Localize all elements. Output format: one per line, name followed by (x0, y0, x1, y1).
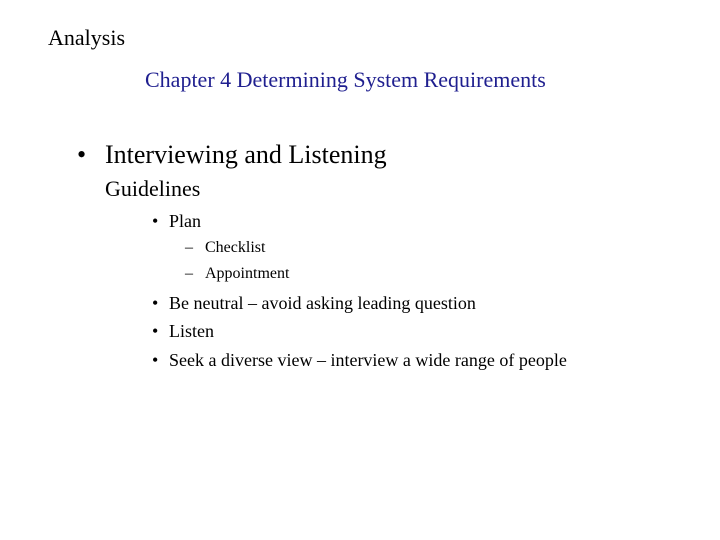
subheading: Guidelines (105, 176, 201, 201)
list-item-neutral (152, 292, 476, 314)
dash-icon: – (185, 239, 193, 256)
section-label: Analysis (48, 25, 125, 50)
list-item-diverse-view (152, 349, 567, 371)
list-item-text: Be neutral – avoid asking leading question (169, 293, 476, 313)
bullet-icon: • (152, 321, 159, 341)
dash-icon: – (185, 265, 193, 282)
list-item-text: Plan (169, 211, 202, 231)
slide-title: Chapter 4 Determining System Requirements (145, 67, 546, 92)
sub-list-item-checklist (185, 238, 265, 258)
bullet-icon: • (77, 140, 87, 169)
sub-list-item-appointment (185, 264, 289, 284)
list-item-text: Listen (169, 321, 214, 341)
heading-bullet-item (77, 140, 387, 170)
list-item-plan (152, 210, 201, 232)
sub-list-item-text: Checklist (205, 239, 266, 256)
sub-list-item-text: Appointment (205, 265, 290, 282)
list-item-text: Seek a diverse view – interview a wide range of people (169, 350, 567, 370)
list-item-listen (152, 320, 214, 342)
bullet-icon: • (152, 350, 159, 370)
bullet-icon: • (152, 211, 159, 231)
heading-text: Interviewing and Listening (105, 140, 387, 169)
bullet-icon: • (152, 293, 159, 313)
